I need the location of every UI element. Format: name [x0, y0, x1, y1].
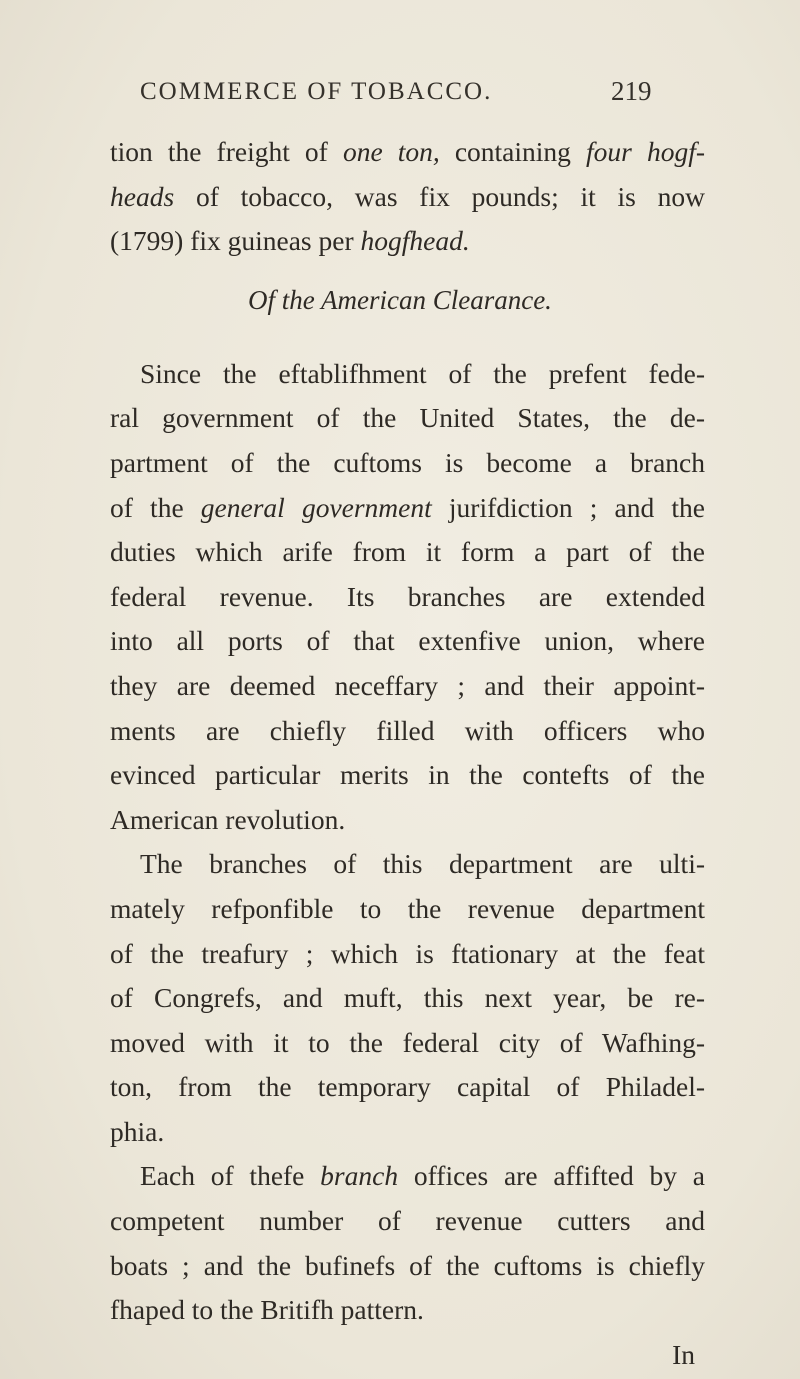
text-line: mately refponfible to the revenue department: [110, 892, 705, 924]
text-line: of the treafury ; which is ftationary at the feat: [110, 937, 705, 969]
body-text: [110, 130, 705, 1377]
text-line: they are deemed neceffary ; and their appoint-: [110, 669, 705, 701]
italic-run: general government: [200, 491, 432, 523]
text-line: into all ports of that extenfive union, where: [110, 625, 705, 657]
italic-run: four hogf-: [586, 136, 705, 167]
italic-run: one ton,: [342, 136, 440, 167]
catchword: In: [672, 1338, 695, 1370]
text-line: [110, 1154, 705, 1199]
text-run: of the: [110, 491, 201, 523]
text-run: (1799) fix guineas per: [110, 225, 361, 257]
text-line: ton, from the temporary capital of Philadel-: [110, 1071, 705, 1103]
running-head: COMMERCE OF TOBACCO.: [140, 78, 493, 105]
text-line: [110, 175, 705, 220]
text-run: Each of thefe: [140, 1160, 321, 1192]
text-line: ments are chiefly filled with officers who: [110, 714, 705, 746]
text-line: moved with it to the federal city of Wafhing-: [110, 1026, 705, 1058]
text-run: tion the freight of: [110, 136, 343, 167]
text-run: jurifdiction ; and the: [431, 491, 705, 523]
italic-run: branch: [320, 1160, 399, 1192]
text-run: containing: [439, 136, 587, 167]
text-line: boats ; and the bufinefs of the cuftoms is chiefly: [110, 1249, 705, 1281]
text-line: fhaped to the Britifh pattern.: [110, 1294, 424, 1326]
text-line: Since the eftablifhment of the prefent fede-: [140, 357, 705, 389]
text-line: evinced particular merits in the contefts of the: [110, 759, 705, 791]
text-line: federal revenue. Its branches are extended: [110, 580, 705, 612]
text-line: American revolution.: [110, 803, 346, 835]
text-line: [110, 219, 705, 264]
text-line: ral government of the United States, the de-: [110, 402, 705, 434]
text-line: [110, 486, 705, 531]
text-line: phia.: [110, 1115, 165, 1147]
page-header: [0, 78, 800, 112]
text-line: competent number of revenue cutters and: [110, 1205, 705, 1237]
text-line: duties which arife from it form a part of the: [110, 536, 705, 568]
text-run: of tobacco, was fix pounds; it is now: [174, 180, 705, 212]
italic-run: heads: [110, 180, 175, 212]
section-heading: Of the American Clearance.: [248, 284, 552, 315]
text-run: offices are affifted by a: [398, 1160, 705, 1192]
text-line: [110, 130, 705, 175]
text-line: of Congrefs, and muft, this next year, be re-: [110, 982, 705, 1014]
text-line: The branches of this department are ulti-: [140, 848, 705, 880]
page-number: 219: [611, 76, 652, 106]
italic-run: hogfhead.: [360, 225, 470, 257]
text-line: partment of the cuftoms is become a branch: [110, 446, 705, 478]
